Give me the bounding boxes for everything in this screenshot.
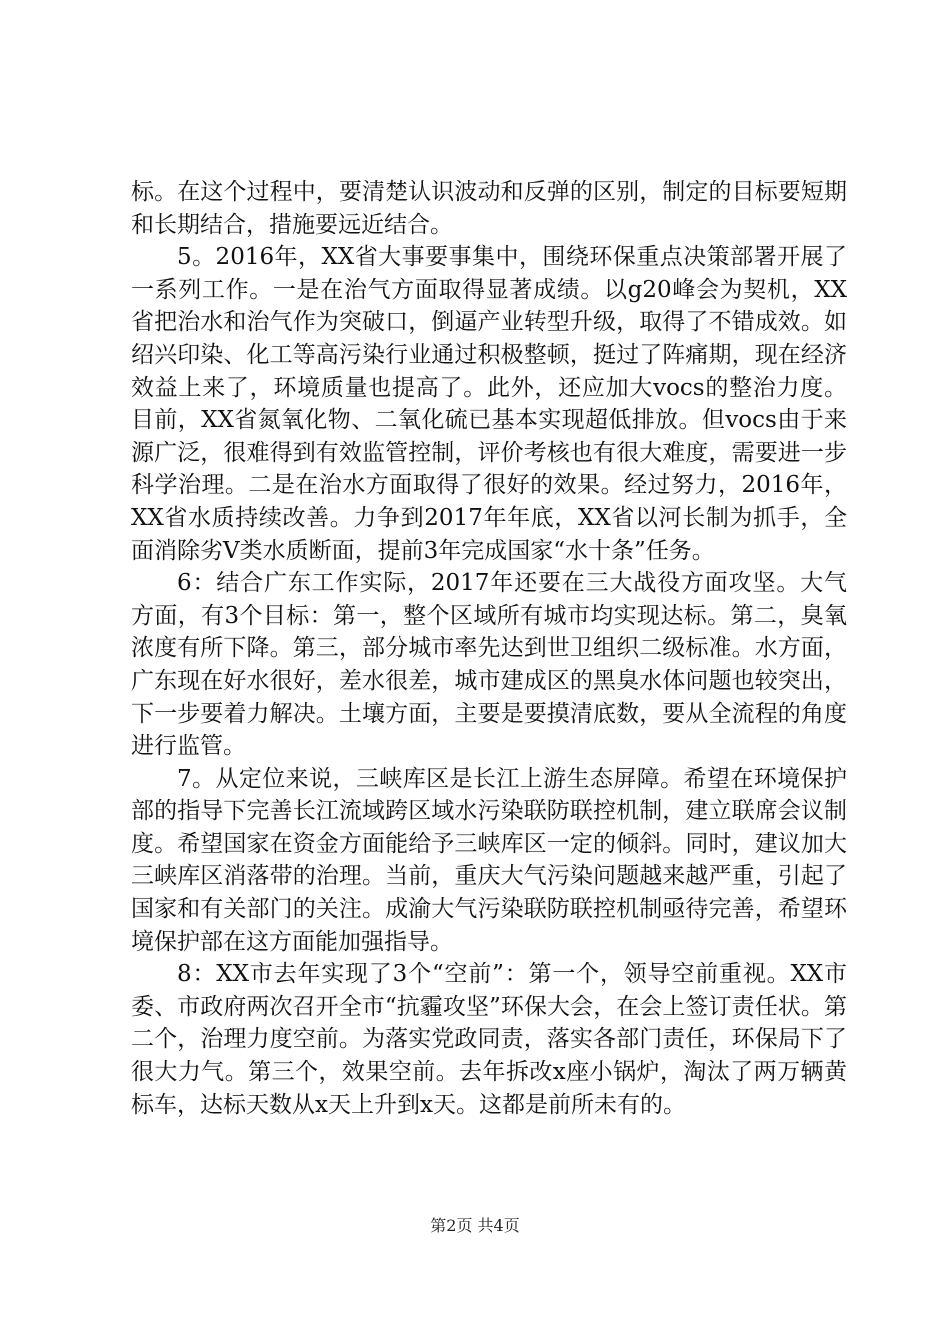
page-number-footer: 第2页 共4页 (430, 1216, 520, 1235)
paragraph-continuation: 标。在这个过程中，要清楚认识波动和反弹的区别，制定的目标要短期和长期结合，措施要远近结合。 (131, 179, 847, 238)
paragraph-item-7: 7。从定位来说，三峡库区是长江上游生态屏障。希望在环境保护部的指导下完善长江流域跨区域水污染联防联控机制，建立联席会议制度。希望国家在资金方面能给予三峡库区一定的倾斜。同时，建议加大三峡库区消落带的治理。当前，重庆大气污染问题越来越严重，引起了国家和有关部门的关注。成渝大气污染联防联控机制亟待完善，希望环境保护部在这方面能加强指导。 (131, 765, 847, 955)
document-body (131, 176, 847, 1121)
paragraph-item-5: 5。2016年，XX省大事要事集中，围绕环保重点决策部署开展了一系列工作。一是在治气方面取得显著成绩。以g20峰会为契机，XX省把治水和治气作为突破口，倒逼产业转型升级，取得了不错成效。如绍兴印染、化工等高污染行业通过积极整顿，挺过了阵痛期，现在经济效益上来了，环境质量也提高了。此外，还应加大vocs的整治力度。目前，XX省氮氧化物、二氧化硫已基本实现超低排放。但vocs由于来源广泛，很难得到有效监管控制，评价考核也有很大难度，需要进一步科学治理。二是在治水方面取得了很好的效果。经过努力，2016年，XX省水质持续改善。力争到2017年年底，XX省以河长制为抓手，全面消除劣Ⅴ类水质断面，提前3年完成国家“水十条”任务。 (131, 244, 847, 564)
paragraph-item-6: 6：结合广东工作实际，2017年还要在三大战役方面攻坚。大气方面，有3个目标：第一，整个区域所有城市均实现达标。第二，臭氧浓度有所下降。第三，部分城市率先达到世卫组织二级标准。水方面，广东现在好水很好，差水很差，城市建成区的黑臭水体问题也较突出，下一步要着力解决。土壤方面，主要是要摸清底数，要从全流程的角度进行监管。 (131, 570, 847, 760)
paragraph-item-8: 8：XX市去年实现了3个“空前”：第一个，领导空前重视。XX市委、市政府两次召开全市“抗霾攻坚”环保大会，在会上签订责任状。第二个，治理力度空前。为落实党政同责，落实各部门责任，环保局下了很大力气。第三个，效果空前。去年拆改x座小锅炉，淘汰了两万辆黄标车，达标天数从x天上升到x天。这都是前所未有的。 (131, 961, 847, 1118)
